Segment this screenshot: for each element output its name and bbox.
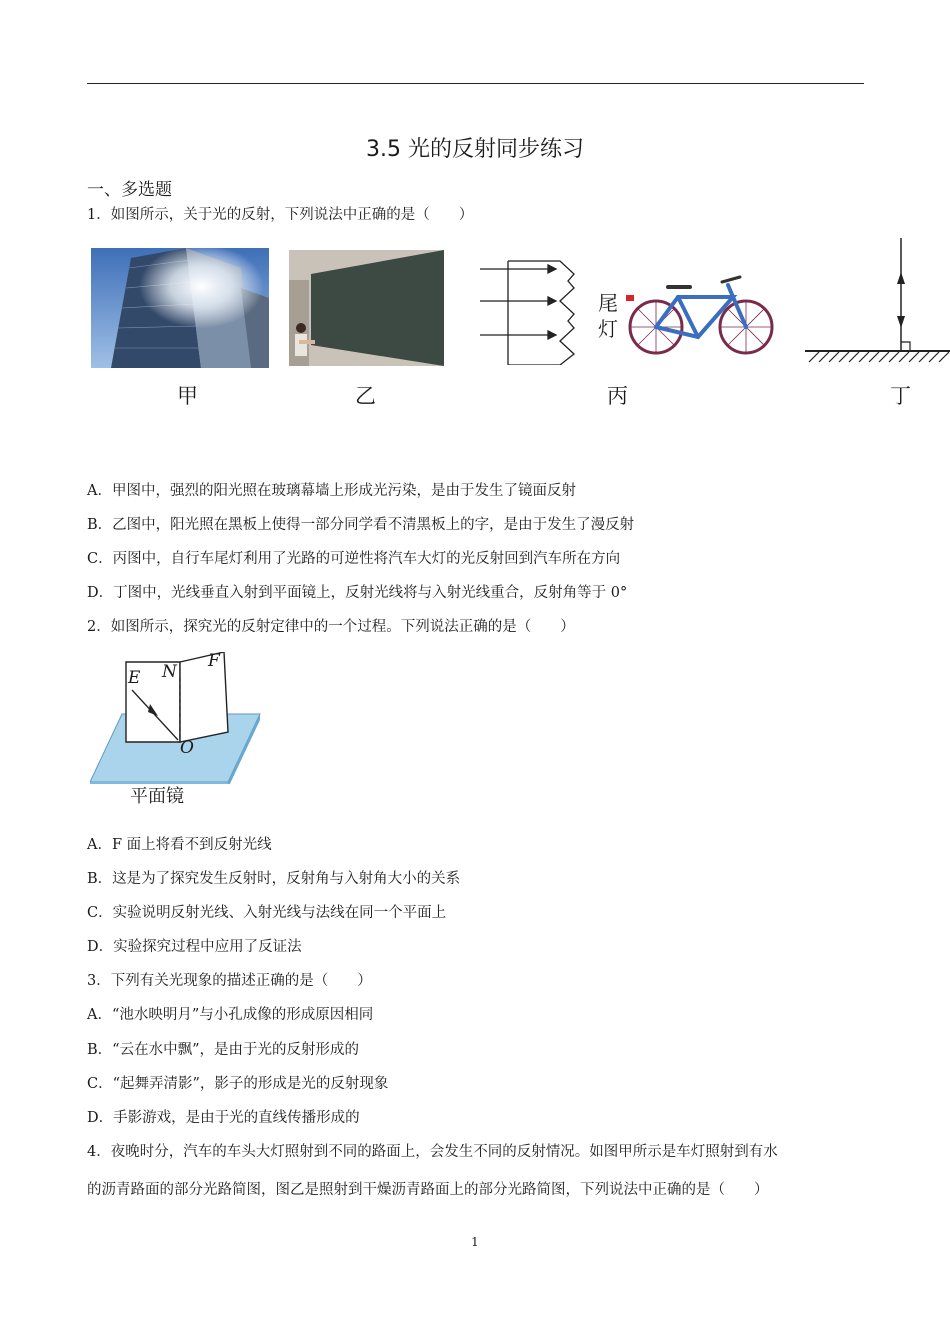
- glass-building-photo: [91, 248, 269, 368]
- question-1-option-b: B．乙图中，阳光照在黑板上使得一部分同学看不清黑板上的字，是由于发生了漫反射: [87, 517, 635, 533]
- label-o: O: [180, 738, 194, 758]
- question-3-stem: 3．下列有关光现象的描述正确的是（ ）: [87, 973, 372, 989]
- question-1-stem: 1．如图所示，关于光的反射，下列说法中正确的是（ ）: [87, 207, 474, 223]
- figure-caption-yi: 乙: [355, 384, 376, 408]
- question-3-option-b: B．“云在水中飘”，是由于光的反射形成的: [87, 1042, 359, 1058]
- normal-incidence-diagram: [805, 236, 950, 368]
- page-title: 3.5 光的反射同步练习: [366, 137, 584, 162]
- question-1-option-a: A．甲图中，强烈的阳光照在玻璃幕墙上形成光污染，是由于发生了镜面反射: [87, 483, 576, 499]
- section-heading: 一、多选题: [87, 180, 172, 200]
- header-rule: [87, 83, 864, 84]
- label-f: F: [208, 651, 220, 671]
- tail-light-label-top: 尾: [598, 291, 618, 315]
- question-1-option-d: D．丁图中，光线垂直入射到平面镜上，反射光线将与入射光线重合，反射角等于 0°: [87, 585, 628, 601]
- tail-light-reflector-diagram: [478, 255, 778, 365]
- question-2-option-b: B．这是为了探究发生反射时，反射角与入射角大小的关系: [87, 871, 461, 887]
- label-n: N: [162, 662, 177, 682]
- question-4-line-1: 4．夜晚时分，汽车的车头大灯照射到不同的路面上，会发生不同的反射情况。如图甲所示是车灯照射到有水: [87, 1144, 778, 1160]
- question-4-line-2: 的沥青路面的部分光路简图，图乙是照射到干燥沥青路面上的部分光路简图，下列说法中正确的是（ ）: [87, 1182, 769, 1198]
- label-e: E: [128, 668, 141, 688]
- question-2-stem: 2．如图所示，探究光的反射定律中的一个过程。下列说法正确的是（ ）: [87, 619, 575, 635]
- figure-caption-bing: 丙: [607, 384, 628, 408]
- tail-light-label: [598, 290, 618, 342]
- tail-light-icon: [626, 295, 634, 301]
- question-3-option-c: C．“起舞弄清影”，影子的形成是光的反射现象: [87, 1076, 389, 1092]
- bicycle-icon: [626, 277, 772, 353]
- figure-caption-ding: 丁: [890, 384, 911, 408]
- question-2-option-d: D．实验探究过程中应用了反证法: [87, 939, 302, 955]
- tail-light-label-bottom: 灯: [598, 317, 618, 341]
- page-number: 1: [471, 1235, 479, 1249]
- question-3-option-d: D．手影游戏，是由于光的直线传播形成的: [87, 1110, 360, 1126]
- question-1-option-c: C．丙图中，自行车尾灯利用了光路的可逆性将汽车大灯的光反射回到汽车所在方向: [87, 551, 621, 567]
- question-2-option-c: C．实验说明反射光线、入射光线与法线在同一个平面上: [87, 905, 447, 921]
- question-3-option-a: A．“池水映明月”与小孔成像的形成原因相同: [87, 1007, 374, 1023]
- label-plane-mirror: 平面镜: [130, 786, 184, 807]
- blackboard-photo: [289, 250, 444, 366]
- question-2-option-a: A．F 面上将看不到反射光线: [87, 837, 272, 853]
- figure-caption-jia: 甲: [177, 384, 198, 408]
